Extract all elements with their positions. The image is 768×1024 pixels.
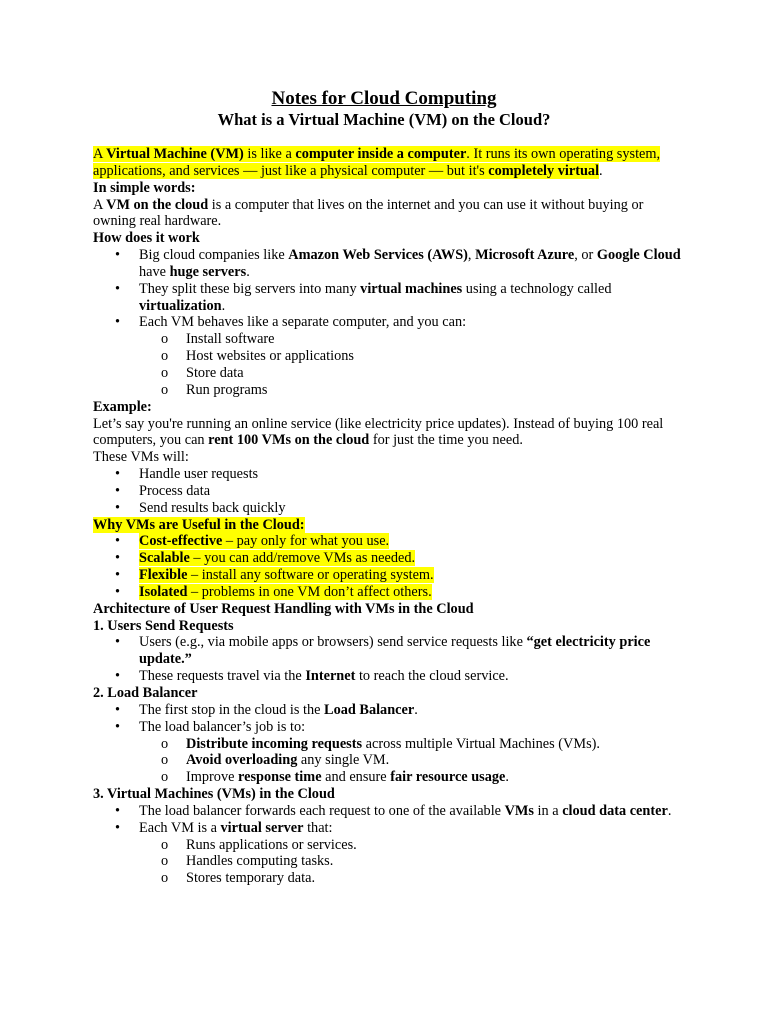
text: Each VM is a [139,819,221,836]
intro-text: . It runs its own operating system, applications, and services — just like a physical computer — but it's [93,146,661,179]
how-heading: How does it work [93,230,200,247]
bold: Isolated [139,583,188,600]
bold: Cost-effective [139,533,223,550]
intro-paragraph [93,146,683,180]
arch-s3-list [93,803,683,887]
text: Let’s say you're running an online service (like electricity price updates). Instead of buying 100 real computers, you can [93,415,664,449]
list-item: • Send results back quickly [93,500,683,517]
simple-text: is a computer that lives on the internet and you can use it without buying or owning real hardware. [93,196,644,230]
document-title: Notes for Cloud Computing [271,88,497,109]
document-body [93,146,683,887]
text: . [667,802,672,819]
bold-azure: Microsoft Azure [475,247,575,264]
text: , [467,247,476,264]
text: – you can add/remove VMs as needed. [189,550,416,567]
text: using a technology called [462,280,612,297]
why-heading-text: Why VMs are Useful in the Cloud: [93,516,305,533]
list-item [93,584,683,601]
bold-aws: Amazon Web Services (AWS) [288,247,468,264]
list-item [93,314,683,398]
bold-rent: rent 100 VMs on the cloud [208,432,370,449]
list-item [93,702,683,719]
arch-s2-list [93,702,683,786]
list-item: • Process data [93,483,683,500]
arch-s3-heading: 3. Virtual Machines (VMs) in the Cloud [93,786,335,803]
text: have [139,263,170,280]
list-item [93,719,683,786]
arch-s2-sublist [93,736,683,787]
text: , or [574,247,597,264]
simple-bold: VM on the cloud [106,196,209,213]
arch-s2-heading: 2. Load Balancer [93,685,198,701]
arch-s3-sublist [93,837,683,888]
text: These requests travel via the [139,668,306,685]
arch-s1-heading: 1. Users Send Requests [93,617,234,634]
list-item [93,281,683,315]
bold-internet: Internet [305,668,356,685]
example-these: These VMs will: [93,449,189,466]
text: . [221,297,226,314]
list-item [93,533,683,550]
arch-s1-list [93,634,683,685]
highlight [139,550,415,566]
bold-virtual-server: virtual server [220,819,304,836]
example-paragraph [93,416,683,450]
text: to reach the cloud service. [355,668,509,685]
bold-vms: VMs [504,802,534,819]
bold-virtualization: virtualization [139,297,222,314]
sublist-item: o Install software [93,331,683,348]
why-heading [93,517,683,534]
bold: Avoid overloading [186,752,298,769]
sublist-item: o Run programs [93,382,683,399]
list-item [93,550,683,567]
why-list [93,533,683,600]
bold: fair resource usage [390,769,506,786]
sublist-item [93,752,683,769]
intro-bold-cic: computer inside a computer [295,146,467,162]
text: – install any software or operating system. [187,567,434,584]
highlight [139,533,389,549]
sublist-item [93,769,683,786]
list-item [93,820,683,887]
text: The first stop in the cloud is the [139,701,325,718]
sublist-item: o Stores temporary data. [93,870,683,887]
text: Each VM behaves like a separate computer, and you can: [139,314,467,331]
simple-text: A [93,196,107,213]
text: . [505,769,509,786]
bold-cloud-data-center: cloud data center [562,802,668,819]
text: Improve [186,769,239,786]
text: in a [533,802,563,819]
bold: response time [238,769,322,786]
bold-huge: huge servers [169,263,247,280]
text: The load balancer’s job is to: [139,718,306,735]
simple-paragraph [93,197,683,231]
text: Big cloud companies like [139,247,289,264]
example-heading: Example: [93,398,152,415]
bold-gcloud: Google Cloud [596,247,681,264]
simple-heading: In simple words: [93,179,196,196]
text: They split these big servers into many [139,280,361,297]
sublist-item: o Store data [93,365,683,382]
text: Users (e.g., via mobile apps or browsers) send service requests like [139,634,527,651]
how-list [93,247,683,399]
sublist-item [93,736,683,753]
intro-bold-virtual: completely virtual [488,162,600,179]
highlight [139,567,434,583]
bold-load-balancer: Load Balancer [324,701,415,718]
bold: Scalable [139,550,190,567]
how-sublist [93,331,683,398]
list-item [93,634,683,668]
example-list [93,466,683,517]
bold: Flexible [139,567,188,584]
sublist-item: o Handles computing tasks. [93,853,683,870]
bold-quote: “get electricity price update.” [139,634,651,668]
intro-bold-vm: Virtual Machine (VM) [106,146,244,162]
list-item [93,247,683,281]
sublist-item: o Runs applications or services. [93,837,683,854]
intro-text: is like a [243,146,296,162]
list-item [93,567,683,584]
list-item: • Handle user requests [93,466,683,483]
text: across multiple Virtual Machines (VMs). [362,735,600,752]
text: and ensure [321,769,391,786]
text: . [414,701,418,718]
text: – problems in one VM don’t affect others. [187,583,432,600]
intro-period: . [599,162,603,179]
text: that: [303,819,333,836]
intro-highlight [93,146,660,179]
intro-text: A [93,146,107,162]
arch-heading: Architecture of User Request Handling with VMs in the Cloud [93,600,474,617]
list-item [93,668,683,685]
text: The load balancer forwards each request to one of the available [139,802,505,819]
bold-vms: virtual machines [360,280,463,297]
text: any single VM. [297,752,390,769]
sublist-item: o Host websites or applications [93,348,683,365]
text: – pay only for what you use. [222,533,390,550]
document-subtitle: What is a Virtual Machine (VM) on the Cloud? [217,110,551,129]
text: for just the time you need. [369,432,523,449]
bold: Distribute incoming requests [186,735,363,752]
highlight [139,584,432,600]
text: . [246,263,250,280]
list-item [93,803,683,820]
